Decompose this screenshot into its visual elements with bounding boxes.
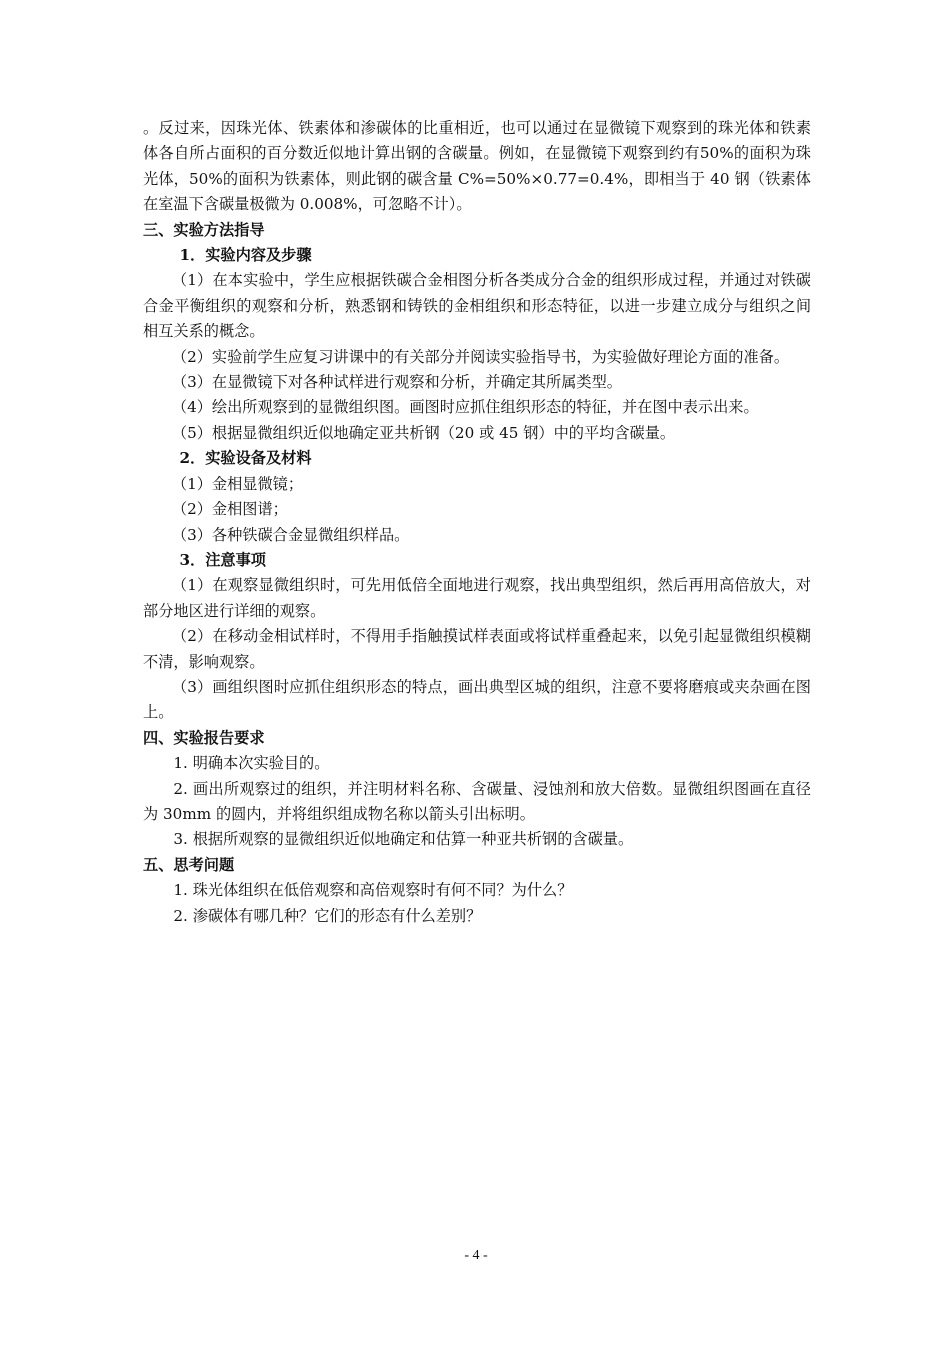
precaution-item: （3）画组织图时应抓住组织形态的特点，画出典型区城的组织，注意不要将磨痕或夹杂画在图上。 xyxy=(143,677,811,722)
question-item: 1. 珠光体组织在低倍观察和高倍观察时有何不同？为什么？ xyxy=(173,881,573,900)
step-item: （1）在本实验中，学生应根据铁碳合金相图分析各类成分合金的组织形成过程，并通过对铁碳合金平衡组织的观察和分析，熟悉钢和铸铁的金相组织和形态特征，以进一步建立成分与组织之间相互关系的概念。 xyxy=(143,271,811,341)
section-3-1-heading: 1．实验内容及步骤 xyxy=(179,246,312,265)
report-requirement-item: 1. 明确本次实验目的。 xyxy=(173,754,330,773)
equipment-item: （3）各种铁碳合金显微组织样品。 xyxy=(171,525,410,544)
section-3-2-heading: 2．实验设备及材料 xyxy=(179,449,312,468)
section-4-heading: 四、实验报告要求 xyxy=(143,728,265,747)
page-number: - 4 - xyxy=(464,1248,488,1263)
intro-paragraph: 。反过来，因珠光体、铁素体和渗碳体的比重相近，也可以通过在显微镜下观察到的珠光体和铁素体各自所占面积的百分数近似地计算出钢的含碳量。例如，在显微镜下观察到约有50%的面积为珠光体，50%的面积为铁素体，则此钢的碳含量 C%=50%×0.77=0.4%，即相当于 40 钢（铁素体在室温下含碳量极微为 0.008%，可忽略不计）。 xyxy=(143,119,811,214)
section-3-3-heading: 3．注意事项 xyxy=(179,550,266,569)
step-item: （2）实验前学生应复习讲课中的有关部分并阅读实验指导书，为实验做好理论方面的准备。 xyxy=(171,347,790,366)
equipment-item: （1）金相显微镜； xyxy=(171,474,304,493)
question-item: 2. 渗碳体有哪几种？它们的形态有什么差别？ xyxy=(173,906,482,925)
document-body xyxy=(143,116,811,929)
section-5-heading: 五、思考问题 xyxy=(143,855,235,874)
report-requirement-item: 2. 画出所观察过的组织，并注明材料名称、含碳量、浸蚀剂和放大倍数。显微组织图画在直径为 30mm 的圆内，并将组织组成物名称以箭头引出标明。 xyxy=(143,779,811,823)
step-item: （3）在显微镜下对各种试样进行观察和分析，并确定其所属类型。 xyxy=(171,373,622,392)
step-item: （4）绘出所观察到的显微组织图。画图时应抓住组织形态的特征，并在图中表示出来。 xyxy=(171,398,759,417)
section-3-heading: 三、实验方法指导 xyxy=(143,220,265,239)
precaution-item: （1）在观察显微组织时，可先用低倍全面地进行观察，找出典型组织，然后再用高倍放大，对部分地区进行详细的观察。 xyxy=(143,576,811,620)
step-item: （5）根据显微组织近似地确定亚共析钢（20 或 45 钢）中的平均含碳量。 xyxy=(171,423,676,442)
equipment-item: （2）金相图谱； xyxy=(171,500,288,519)
precaution-item: （2）在移动金相试样时，不得用手指触摸试样表面或将试样重叠起来，以免引起显微组织模糊不清，影响观察。 xyxy=(143,627,811,671)
report-requirement-item: 3. 根据所观察的显微组织近似地确定和估算一种亚共析钢的含碳量。 xyxy=(173,830,634,849)
